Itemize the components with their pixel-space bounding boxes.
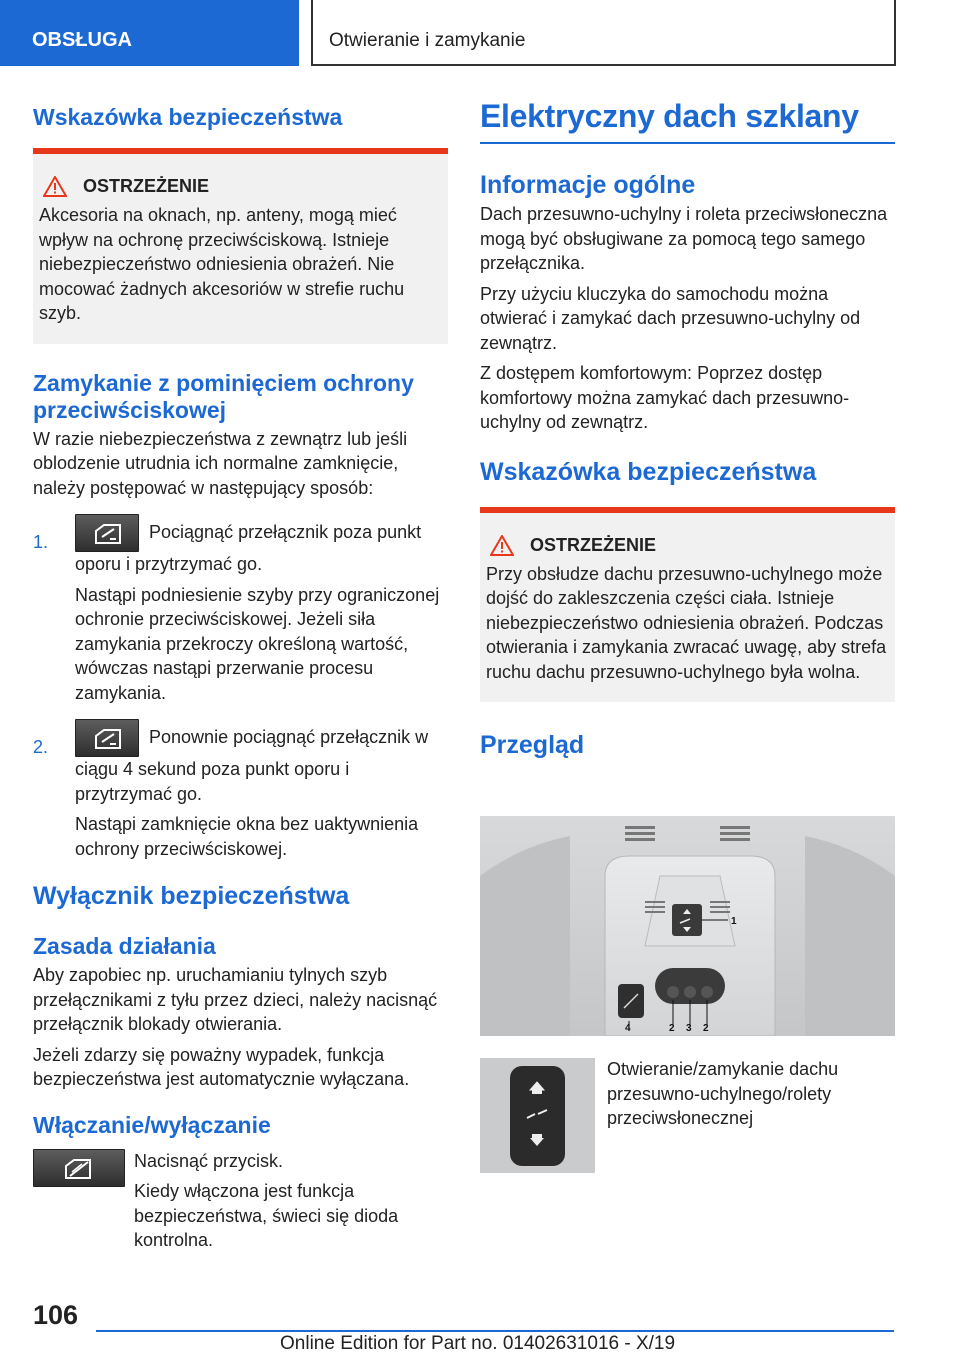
footer-divider bbox=[96, 1330, 894, 1332]
bypass-heading: Zamykanie z pominięciem ochrony przeciwściskowej bbox=[33, 369, 414, 423]
image-caption: Otwieranie/zamykanie dachu przesuwno-uchylnego/rolety przeciwsłonecznej bbox=[607, 1059, 839, 1128]
toggle-note: Kiedy włączona jest funkcja bezpieczeństwa, świeci się dioda kontrolna. bbox=[134, 1181, 399, 1250]
general-heading: Informacje ogólne bbox=[480, 171, 696, 199]
overview-heading: Przegląd bbox=[480, 731, 585, 759]
principle-heading: Zasada działania bbox=[33, 933, 216, 959]
warning-box bbox=[33, 148, 448, 344]
warning-icon bbox=[43, 176, 67, 197]
general-text-3: Z dostępem komfortowym: Poprzez dostęp komfortowy można zamykać dach przesuwno-uchylny od zewnątrz. bbox=[480, 363, 850, 432]
sunroof-switch-image bbox=[480, 1058, 595, 1173]
window-switch-icon bbox=[75, 719, 139, 757]
safety-heading: Wskazówka bezpieczeństwa bbox=[33, 104, 343, 130]
section-title: OBSŁUGA bbox=[32, 29, 132, 51]
step-note: Nastąpi podniesienie szyby przy ograniczonej ochronie przeciwściskowej. Jeżeli siła zamykania przekroczy określoną wartość, wówczas nastąpi przerwanie procesu zamykania. bbox=[75, 584, 440, 703]
toggle-block bbox=[33, 1149, 448, 1253]
main-heading: Elektryczny dach szklany bbox=[480, 96, 895, 144]
callout-2a: 2 bbox=[669, 1023, 675, 1034]
switch-heading: Wyłącznik bezpieczeństwa bbox=[33, 882, 350, 910]
principle-text-2: Jeżeli zdarzy się poważny wypadek, funkcja bezpieczeństwa jest automatycznie wyłączana. bbox=[33, 1044, 410, 1089]
left-column bbox=[33, 96, 448, 1253]
callout-3: 3 bbox=[686, 1023, 692, 1034]
principle-text: Aby zapobiec np. uruchamianiu tylnych szyb przełącznikami z tyłu przez dzieci, należy nacisnąć przełącznik blokady otwierania. bbox=[33, 965, 438, 1034]
step-note: Nastąpi zamknięcie okna bez uaktywnienia ochrony przeciwściskowej. bbox=[75, 814, 419, 859]
warning-box-2 bbox=[480, 507, 895, 703]
step-text: Pociągnąć przełącznik poza punkt oporu i przytrzymać go. bbox=[75, 514, 448, 577]
callout-4: 4 bbox=[625, 1023, 631, 1034]
warning-header bbox=[486, 535, 887, 556]
step-item bbox=[33, 514, 448, 705]
warning-label: OSTRZEŻENIE bbox=[83, 176, 210, 196]
callout-1: 1 bbox=[731, 916, 737, 927]
overhead-console-image bbox=[480, 816, 895, 1036]
warning-icon bbox=[490, 535, 514, 556]
toggle-text: Nacisnąć przycisk. bbox=[134, 1150, 284, 1171]
window-switch-icon bbox=[75, 514, 139, 552]
toggle-heading: Włączanie/wyłączanie bbox=[33, 1111, 271, 1138]
warning-label: OSTRZEŻENIE bbox=[530, 534, 657, 555]
general-text-2: Przy użyciu kluczyka do samochodu można otwierać i zamykać dach przesuwno-uchylny od zewnątrz. bbox=[480, 283, 861, 353]
chapter-header bbox=[311, 0, 896, 66]
step-text: Ponownie pociągnąć przełącznik w ciągu 4 sekund poza punkt oporu i przytrzymać go. bbox=[75, 719, 448, 806]
footer-edition: Online Edition for Part no. 01402631016 - X/19 bbox=[280, 1333, 676, 1354]
section-tab bbox=[0, 0, 299, 66]
safety-switch-icon bbox=[33, 1149, 125, 1187]
warning-header bbox=[39, 176, 440, 197]
general-text-1: Dach przesuwno-uchylny i roleta przeciwsłoneczna mogą być obsługiwane za pomocą tego samego przełącznika. bbox=[480, 204, 888, 273]
chapter-title: Otwieranie i zamykanie bbox=[329, 30, 526, 51]
callout-2b: 2 bbox=[703, 1023, 709, 1034]
step-number: 1. bbox=[33, 532, 49, 552]
step-item bbox=[33, 719, 448, 861]
warning-text: Przy obsłudze dachu przesuwno-uchylnego może dojść do zakleszczenia części ciała. Istnieje niebezpieczeństwo odniesienia obrażeń. Podczas otwierania i zamykania zwracać uwagę, aby strefa ruchu dachu przesuwno-uchylnego była wolna. bbox=[486, 563, 887, 682]
page-number: 106 bbox=[33, 1300, 79, 1330]
bypass-intro: W razie niebezpieczeństwa z zewnątrz lub jeśli oblodzenie utrudnia ich normalne zamknięcie, należy postępować w następujący sposób: bbox=[33, 428, 408, 498]
safety-heading-2: Wskazówka bezpieczeństwa bbox=[480, 457, 817, 486]
step-number: 2. bbox=[33, 737, 49, 757]
right-column bbox=[480, 96, 895, 760]
warning-text: Akcesoria na oknach, np. anteny, mogą mieć wpływ na ochronę przeciwściskową. Istnieje niebezpieczeństwo odniesienia obrażeń. Nie mocować żadnych akcesoriów w strefie ruchu szyb. bbox=[39, 205, 405, 323]
